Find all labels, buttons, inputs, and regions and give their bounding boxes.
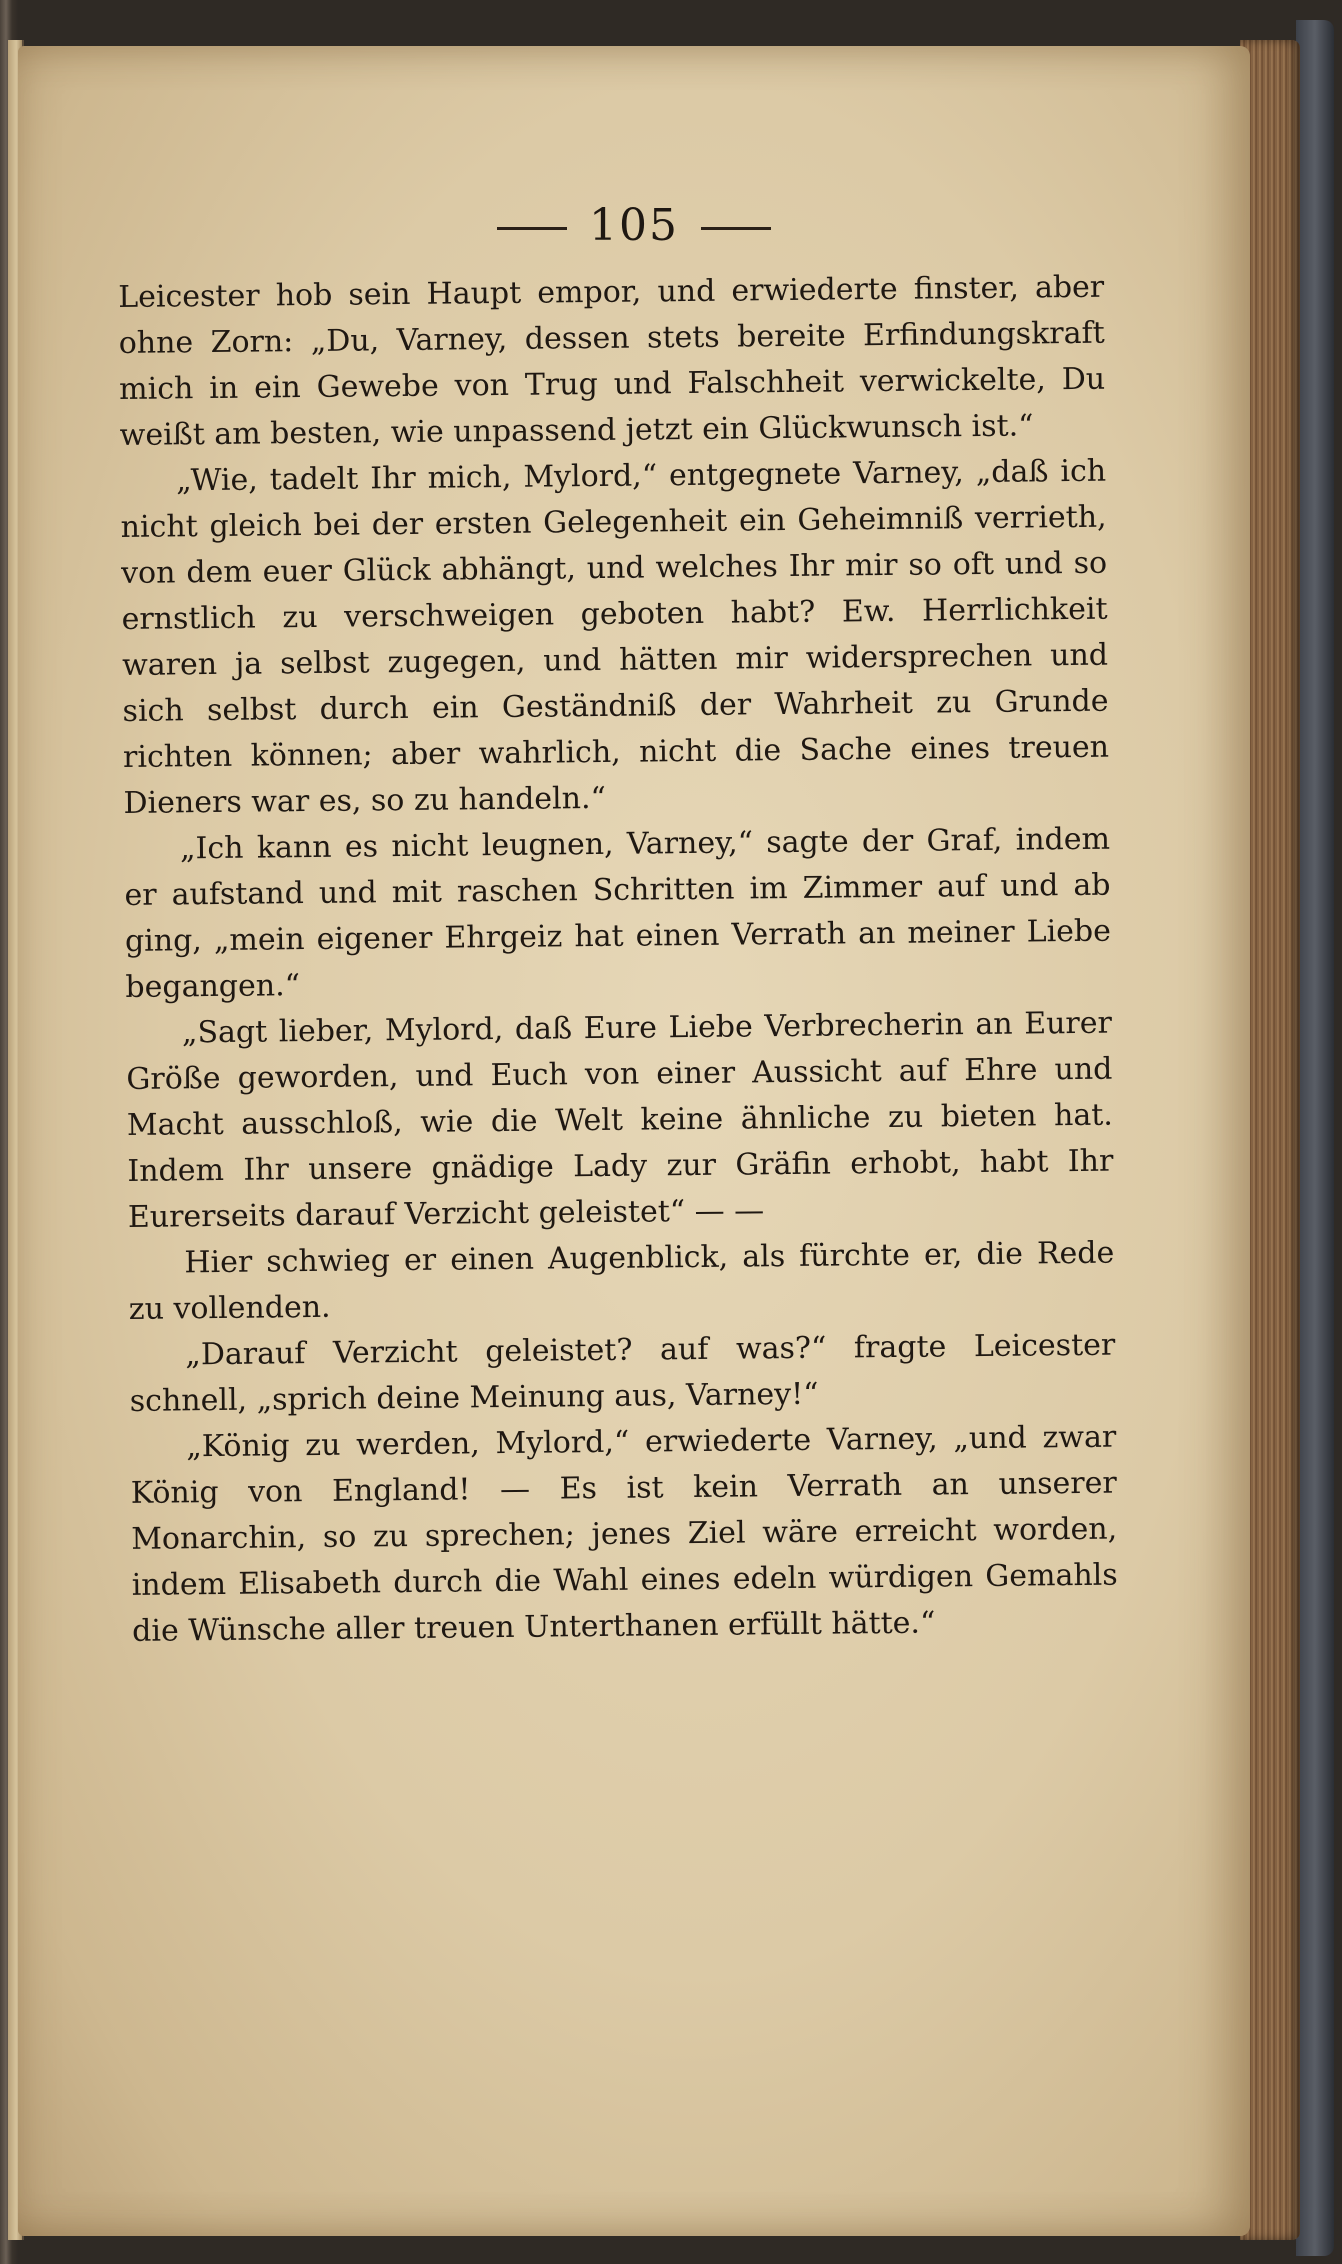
page-header [18,200,1250,251]
page-number: 105 [589,200,679,251]
page-body [118,265,1118,1655]
paragraph-2: „Wie, tadelt Ihr mich, Mylord,“ entgegnete Varney, „daß ich nicht gleich bei der ersten Gelegenheit ein Geheimniß verrieth, von dem euer Glück abhängt, und welches Ihr mir so oft und so ernstlich zu verschweigen geboten habt? Ew. Herrlichkeit waren ja selbst zugegen, und hätten mir widersprechen und sich selbst durch ein Geständniß der Wahrheit zu Grunde richten können; aber wahrlich, nicht die Sache eines treuen Dieners war es, so zu handeln.“ [120,453,1110,821]
paragraph-1: Leicester hob sein Haupt empor, und erwiederte finster, aber ohne Zorn: „Du, Varney, dessen stets bereite Erfindungskraft mich in ein Gewebe von Trug und Falschheit verwickelte, Du weißt am besten, wie unpassend jetzt ein Glückwunsch ist.“ [118,269,1106,453]
paragraph-5: Hier schwieg er einen Augenblick, als fürchte er, die Rede zu vollenden. [128,1235,1115,1327]
paragraph-6: „Darauf Verzicht geleistet? auf was?“ fragte Leicester schnell, „sprich deine Meinung aus, Varney!“ [129,1327,1116,1419]
paragraph-7: „König zu werden, Mylord,“ erwiederte Varney, „und zwar König von England! — Es ist kein Verrath an unserer Monarchin, so zu sprechen; jenes Ziel wäre erreicht worden, indem Elisabeth durch die Wahl eines edeln würdigen Gemahls die Wünsche aller treuen Unterthanen erfüllt hätte.“ [130,1419,1118,1649]
book-cover-edge [1296,20,1334,2256]
header-dash-left [497,227,567,230]
paragraph-3: „Ich kann es nicht leugnen, Varney,“ sagte der Graf, indem er aufstand und mit raschen Schritten im Zimmer auf und ab ging, „mein eigener Ehrgeiz hat einen Verrath an meiner Liebe begangen.“ [124,821,1112,1005]
paragraph-4: „Sagt lieber, Mylord, daß Eure Liebe Verbrecherin an Eurer Größe geworden, und Euch von einer Aussicht auf Ehre und Macht ausschloß, wie die Welt keine ähnliche zu bieten hat. Indem Ihr unsere gnädige Lady zur Gräfin erhobt, habt Ihr Eurerseits darauf Verzicht geleistet“ — — [126,1005,1114,1235]
header-dash-right [701,227,771,230]
